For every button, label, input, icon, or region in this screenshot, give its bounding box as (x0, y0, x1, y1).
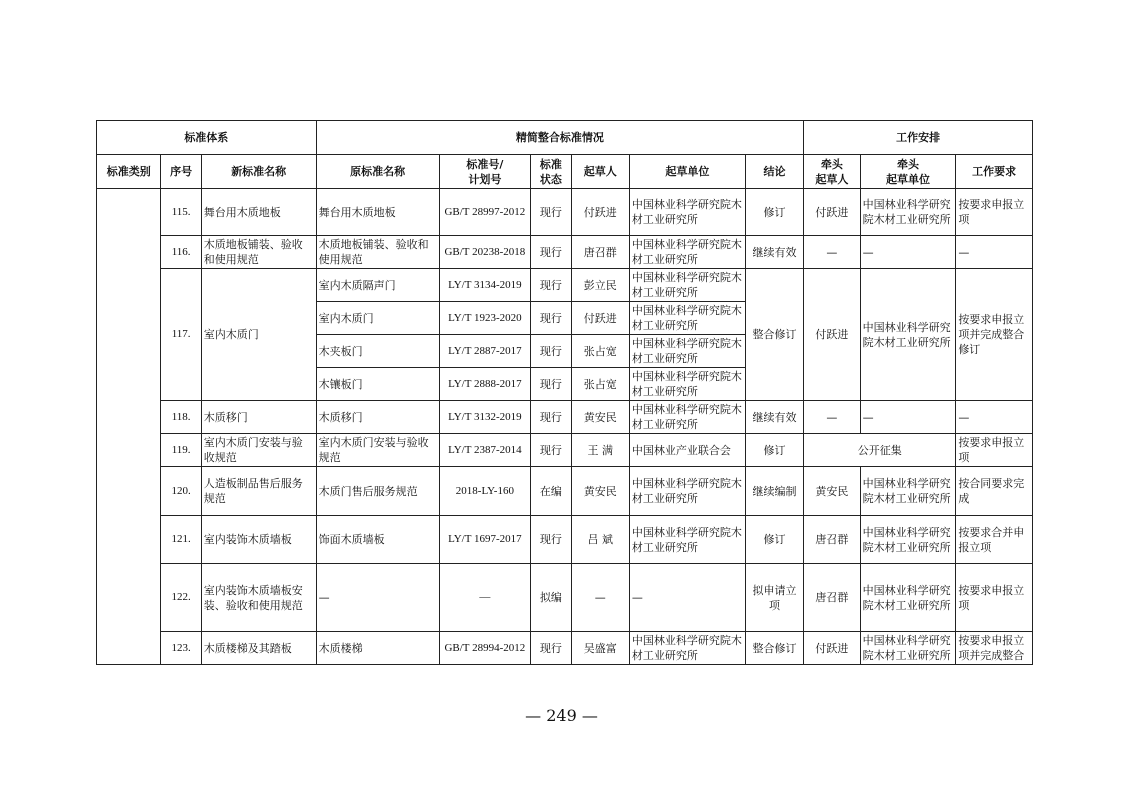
lead-drafter: 黄安民 (804, 467, 860, 516)
lead-drafter: — (804, 236, 860, 269)
lead-drafting-unit: 中国林业科学研究院木材工业研究所 (860, 516, 956, 564)
drafter: 付跃进 (571, 189, 629, 236)
standard-code: LY/T 3134-2019 (439, 269, 531, 302)
column-header: 标准号/ 计划号 (439, 155, 531, 189)
row-number: 117. (161, 269, 201, 401)
standard-code: LY/T 2887-2017 (439, 335, 531, 368)
drafting-unit: 中国林业科学研究院木材工业研究所 (629, 236, 745, 269)
lead-drafter: 唐召群 (804, 564, 860, 632)
row-number: 119. (161, 434, 201, 467)
column-header: 牵头 起草人 (804, 155, 860, 189)
standard-code: GB/T 28994-2012 (439, 632, 531, 665)
conclusion: 继续编制 (745, 467, 803, 516)
conclusion: 拟申请立项 (745, 564, 803, 632)
work-requirement: 按要求合并申报立项 (956, 516, 1033, 564)
standard-status: 现行 (531, 189, 571, 236)
original-standard-name: 室内木质门安装与验收规范 (316, 434, 439, 467)
column-header: 新标准名称 (201, 155, 316, 189)
row-number: 115. (161, 189, 201, 236)
drafting-unit: 中国林业科学研究院木材工业研究所 (629, 302, 745, 335)
original-standard-name: 室内木质门 (316, 302, 439, 335)
conclusion: 修订 (745, 434, 803, 467)
conclusion: 整合修订 (745, 632, 803, 665)
drafting-unit: 中国林业科学研究院木材工业研究所 (629, 632, 745, 665)
standard-status: 现行 (531, 236, 571, 269)
drafting-unit: 中国林业科学研究院木材工业研究所 (629, 401, 745, 434)
drafter: 吴盛富 (571, 632, 629, 665)
column-header: 起草单位 (629, 155, 745, 189)
table-row (97, 516, 1033, 564)
lead-drafter: — (804, 401, 860, 434)
original-standard-name: 木夹板门 (316, 335, 439, 368)
work-requirement: 按要求申报立项 (956, 189, 1033, 236)
table-row (97, 269, 1033, 302)
standard-status: 现行 (531, 434, 571, 467)
standard-status: 现行 (531, 368, 571, 401)
drafter: 吕 斌 (571, 516, 629, 564)
conclusion: 修订 (745, 189, 803, 236)
drafter: 彭立民 (571, 269, 629, 302)
standard-code: GB/T 28997-2012 (439, 189, 531, 236)
drafting-unit: 中国林业科学研究院木材工业研究所 (629, 189, 745, 236)
standards-table (96, 120, 1033, 665)
work-requirement: — (956, 236, 1033, 269)
drafter: 黄安民 (571, 467, 629, 516)
drafter: — (571, 564, 629, 632)
new-standard-name: 木质移门 (201, 401, 316, 434)
standard-status: 拟编 (531, 564, 571, 632)
lead-drafting-unit: 中国林业科学研究院木材工业研究所 (860, 564, 956, 632)
original-standard-name: 饰面木质墙板 (316, 516, 439, 564)
new-standard-name: 木质地板铺装、验收和使用规范 (201, 236, 316, 269)
drafting-unit: 中国林业科学研究院木材工业研究所 (629, 269, 745, 302)
standard-code: LY/T 3132-2019 (439, 401, 531, 434)
standard-status: 现行 (531, 302, 571, 335)
drafting-unit: 中国林业科学研究院木材工业研究所 (629, 368, 745, 401)
standard-status: 现行 (531, 269, 571, 302)
drafter: 张占宽 (571, 368, 629, 401)
standard-status: 现行 (531, 401, 571, 434)
standard-code: 2018-LY-160 (439, 467, 531, 516)
table-row (97, 236, 1033, 269)
work-requirement: 按要求申报立项并完成整合修订 (956, 269, 1033, 401)
standard-code: LY/T 1923-2020 (439, 302, 531, 335)
drafter: 黄安民 (571, 401, 629, 434)
new-standard-name: 木质楼梯及其踏板 (201, 632, 316, 665)
lead-drafter: 付跃进 (804, 632, 860, 665)
row-number: 118. (161, 401, 201, 434)
standard-status: 现行 (531, 516, 571, 564)
drafter: 付跃进 (571, 302, 629, 335)
drafting-unit: 中国林业科学研究院木材工业研究所 (629, 335, 745, 368)
table-row (97, 189, 1033, 236)
work-requirement: 按合同要求完成 (956, 467, 1033, 516)
lead-drafting-unit: 中国林业科学研究院木材工业研究所 (860, 189, 956, 236)
row-number: 116. (161, 236, 201, 269)
column-header: 结论 (745, 155, 803, 189)
standard-code: LY/T 2387-2014 (439, 434, 531, 467)
group-header-row (97, 121, 1033, 155)
row-number: 123. (161, 632, 201, 665)
column-header: 起草人 (571, 155, 629, 189)
drafting-unit: — (629, 564, 745, 632)
table-row (97, 401, 1033, 434)
standard-code: — (439, 564, 531, 632)
drafter: 王 满 (571, 434, 629, 467)
conclusion: 继续有效 (745, 401, 803, 434)
column-header: 标准类别 (97, 155, 161, 189)
conclusion: 修订 (745, 516, 803, 564)
drafter: 唐召群 (571, 236, 629, 269)
original-standard-name: 木质移门 (316, 401, 439, 434)
lead-drafter: 付跃进 (804, 269, 860, 401)
original-standard-name: 舞台用木质地板 (316, 189, 439, 236)
work-requirement: — (956, 401, 1033, 434)
table-row (97, 467, 1033, 516)
original-standard-name: 木镶板门 (316, 368, 439, 401)
row-number: 122. (161, 564, 201, 632)
column-header: 标准 状态 (531, 155, 571, 189)
new-standard-name: 室内木质门 (201, 269, 316, 401)
standard-status: 现行 (531, 632, 571, 665)
drafting-unit: 中国林业科学研究院木材工业研究所 (629, 467, 745, 516)
column-header: 原标准名称 (316, 155, 439, 189)
drafting-unit: 中国林业科学研究院木材工业研究所 (629, 516, 745, 564)
original-standard-name: 木质门售后服务规范 (316, 467, 439, 516)
column-header-row (97, 155, 1033, 189)
standard-status: 现行 (531, 335, 571, 368)
lead-drafting-unit: — (860, 401, 956, 434)
category-cell (97, 189, 161, 665)
standard-status: 在编 (531, 467, 571, 516)
lead-drafting-unit: 中国林业科学研究院木材工业研究所 (860, 632, 956, 665)
group-header: 工作安排 (804, 121, 1033, 155)
new-standard-name: 室内装饰木质墙板 (201, 516, 316, 564)
page-number: — 249 — (525, 706, 598, 725)
new-standard-name: 人造板制品售后服务规范 (201, 467, 316, 516)
group-header: 标准体系 (97, 121, 317, 155)
table-row (97, 632, 1033, 665)
table-row (97, 434, 1033, 467)
standard-code: GB/T 20238-2018 (439, 236, 531, 269)
drafter: 张占宽 (571, 335, 629, 368)
conclusion: 继续有效 (745, 236, 803, 269)
lead-drafting-unit: — (860, 236, 956, 269)
lead-drafter: 唐召群 (804, 516, 860, 564)
new-standard-name: 舞台用木质地板 (201, 189, 316, 236)
lead-drafting-unit: 中国林业科学研究院木材工业研究所 (860, 269, 956, 401)
drafting-unit: 中国林业产业联合会 (629, 434, 745, 467)
table-row (97, 564, 1033, 632)
column-header: 工作要求 (956, 155, 1033, 189)
standard-code: LY/T 2888-2017 (439, 368, 531, 401)
new-standard-name: 室内装饰木质墙板安装、验收和使用规范 (201, 564, 316, 632)
work-requirement: 按要求申报立项 (956, 564, 1033, 632)
new-standard-name: 室内木质门安装与验收规范 (201, 434, 316, 467)
column-header: 牵头 起草单位 (860, 155, 956, 189)
work-requirement: 按要求申报立项 (956, 434, 1033, 467)
row-number: 121. (161, 516, 201, 564)
lead-drafter: 公开征集 (804, 434, 956, 467)
conclusion: 整合修订 (745, 269, 803, 401)
row-number: 120. (161, 467, 201, 516)
group-header: 精简整合标准情况 (316, 121, 804, 155)
standard-code: LY/T 1697-2017 (439, 516, 531, 564)
column-header: 序号 (161, 155, 201, 189)
original-standard-name: 木质楼梯 (316, 632, 439, 665)
work-requirement: 按要求申报立项并完成整合 (956, 632, 1033, 665)
original-standard-name: — (316, 564, 439, 632)
lead-drafter: 付跃进 (804, 189, 860, 236)
lead-drafting-unit: 中国林业科学研究院木材工业研究所 (860, 467, 956, 516)
original-standard-name: 木质地板铺装、验收和使用规范 (316, 236, 439, 269)
original-standard-name: 室内木质隔声门 (316, 269, 439, 302)
